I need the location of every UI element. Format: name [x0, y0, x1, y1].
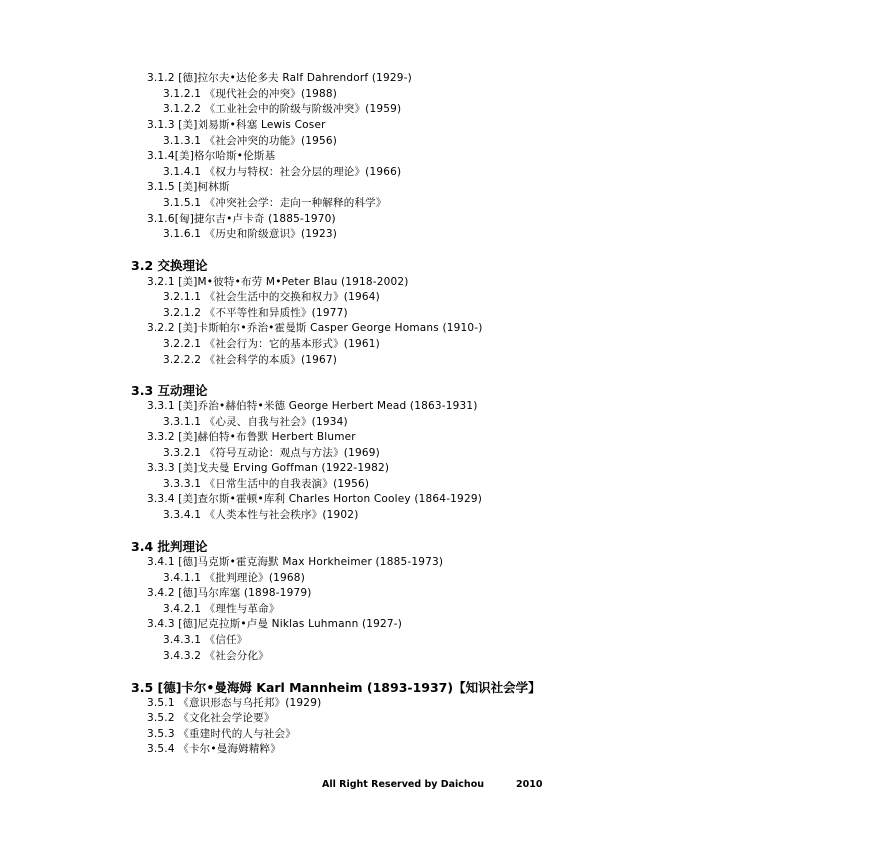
section-heading: 3.3 互动理论	[131, 383, 208, 398]
toc-entry: 3.4.2.1 《理性与革命》	[163, 603, 280, 615]
section-heading: 3.5 [德]卡尔•曼海姆 Karl Mannheim (1893-1937)【知识社会学】	[131, 680, 541, 695]
footer-year: 2010	[515, 779, 543, 790]
toc-entry: 3.1.2.2 《工业社会中的阶级与阶级冲突》(1959)	[163, 103, 402, 115]
section-heading: 3.4 批判理论	[131, 539, 208, 554]
toc-entry: 3.2.1 [美]M•彼特•布劳 M•Peter Blau (1918-2002)	[147, 276, 409, 288]
toc-entry: 3.4.3.1 《信任》	[163, 634, 248, 646]
toc-entry: 3.1.6.1 《历史和阶级意识》(1923)	[163, 228, 338, 240]
toc-entry: 3.1.5 [美]柯林斯	[147, 181, 230, 193]
toc-entry: 3.3.2.1 《符号互动论：观点与方法》(1969)	[163, 447, 380, 459]
toc-entry: 3.1.2 [德]拉尔夫•达伦多夫 Ralf Dahrendorf (1929-)	[147, 72, 412, 84]
toc-entry: 3.3.1.1 《心灵、自我与社会》(1934)	[163, 416, 348, 428]
toc-entry: 3.1.4[美]格尔哈斯•伦斯基	[147, 150, 276, 162]
toc-entry: 3.1.3 [美]刘易斯•科塞 Lewis Coser	[147, 119, 326, 131]
page-footer	[322, 779, 542, 790]
toc-entry: 3.1.4.1 《权力与特权：社会分层的理论》(1966)	[163, 166, 402, 178]
footer-rights: All Right Reserved by Daichou	[322, 779, 484, 790]
toc-entry: 3.4.1 [德]马克斯•霍克海默 Max Horkheimer (1885-1973)	[147, 556, 444, 568]
toc-entry: 3.3.2 [美]赫伯特•布鲁默 Herbert Blumer	[147, 431, 356, 443]
toc-entry: 3.2.2 [美]卡斯帕尔•乔治•霍曼斯 Casper George Homans (1910-)	[147, 322, 483, 334]
toc-entry: 3.5.3 《重建时代的人与社会》	[147, 728, 296, 740]
toc-entry: 3.1.5.1 《冲突社会学：走向一种解释的科学》	[163, 197, 387, 209]
toc-entry: 3.3.4 [美]查尔斯•霍顿•库利 Charles Horton Cooley (1864-1929)	[147, 493, 482, 505]
toc-entry: 3.5.4 《卡尔•曼海姆精粹》	[147, 743, 281, 755]
toc-entry: 3.1.3.1 《社会冲突的功能》(1956)	[163, 135, 338, 147]
toc-entry: 3.3.3 [美]戈夫曼 Erving Goffman (1922-1982)	[147, 462, 390, 474]
toc-entry: 3.2.2.2 《社会科学的本质》(1967)	[163, 354, 338, 366]
toc-entry: 3.2.2.1 《社会行为：它的基本形式》(1961)	[163, 338, 380, 350]
toc-entry: 3.4.3.2 《社会分化》	[163, 650, 269, 662]
toc-entry: 3.3.4.1 《人类本性与社会秩序》(1902)	[163, 509, 359, 521]
toc-entry: 3.1.2.1 《现代社会的冲突》(1988)	[163, 88, 338, 100]
toc-entry: 3.1.6[匈]捷尔吉•卢卡奇 (1885-1970)	[147, 213, 336, 225]
toc-entry: 3.2.1.2 《不平等性和异质性》(1977)	[163, 307, 348, 319]
toc-entry: 3.3.1 [美]乔治•赫伯特•米德 George Herbert Mead (1863-1931)	[147, 400, 478, 412]
toc-entry: 3.3.3.1 《日常生活中的自我表演》(1956)	[163, 478, 370, 490]
toc-entry: 3.5.1 《意识形态与乌托邦》(1929)	[147, 697, 322, 709]
toc-entry: 3.5.2 《文化社会学论要》	[147, 712, 275, 724]
toc-entry: 3.4.1.1 《批判理论》(1968)	[163, 572, 305, 584]
toc-entry: 3.4.3 [德]尼克拉斯•卢曼 Niklas Luhmann (1927-)	[147, 618, 403, 630]
toc-entry: 3.2.1.1 《社会生活中的交换和权力》(1964)	[163, 291, 380, 303]
section-heading: 3.2 交换理论	[131, 258, 208, 273]
toc-entry: 3.4.2 [德]马尔库塞 (1898-1979)	[147, 587, 312, 599]
